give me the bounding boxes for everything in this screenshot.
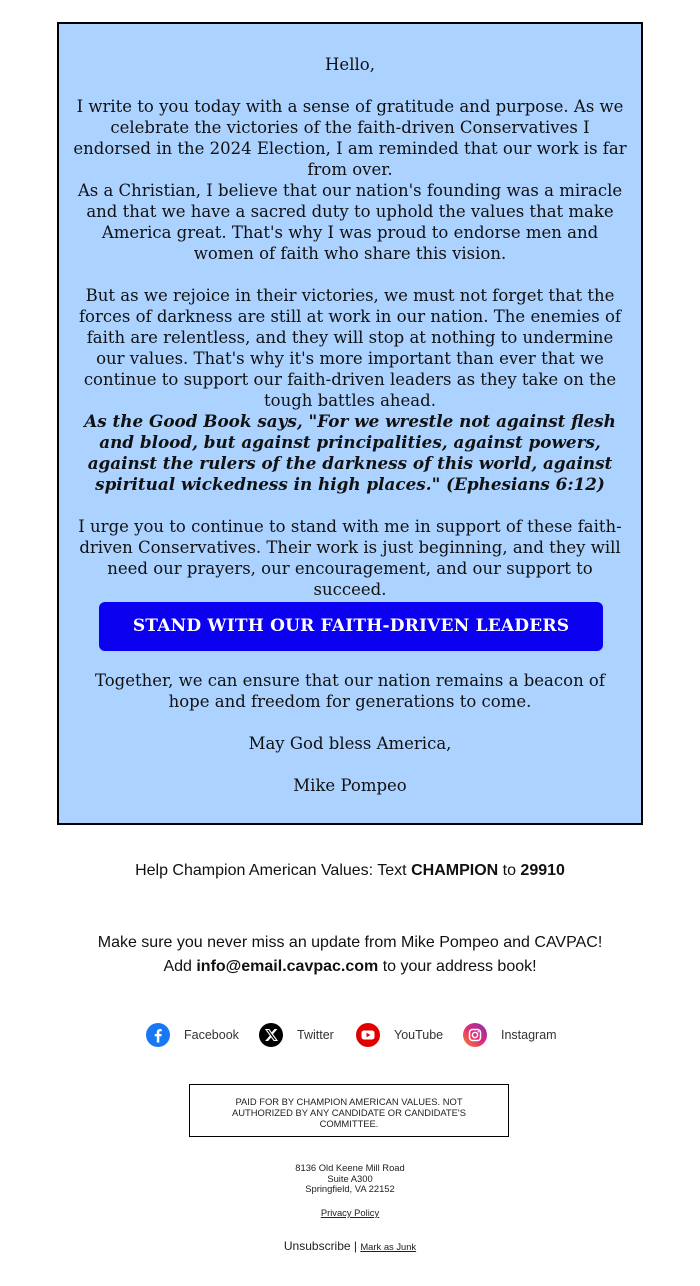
update-line: Make sure you never miss an update from Mike Pompeo and CAVPAC! (97, 934, 603, 951)
signature: Mike Pompeo (293, 776, 407, 795)
closing-line: May God bless America, (248, 734, 452, 753)
social-youtube[interactable]: YouTube (356, 1022, 443, 1048)
unsubscribe-row (0, 1239, 700, 1254)
address-line-2: Suite A300 (327, 1172, 373, 1184)
greeting: Hello, (325, 55, 375, 74)
paid-for-disclaimer: PAID FOR BY CHAMPION AMERICAN VALUES. NOT AUTHORIZED BY ANY CANDIDATE OR CANDIDATE'S COMMITTEE. (189, 1084, 509, 1137)
paragraph-faith: As a Christian, I believe that our nation's founding was a miracle and that we have a sacred duty to uphold the values that make America great. That's why I was proud to endorse men and women of faith who share this vision. (77, 181, 623, 263)
mark-as-junk-link[interactable]: Mark as Junk (360, 1241, 417, 1252)
text-to-join-line: Help Champion American Values: Text CHAMPION to 29910 (135, 862, 565, 879)
x-twitter-icon (259, 1023, 283, 1047)
privacy-policy-link[interactable]: Privacy Policy (320, 1207, 380, 1218)
text-number: 29910 (520, 862, 565, 879)
address-line-3: Springfield, VA 22152 (305, 1183, 395, 1194)
contact-email: info@email.cavpac.com (196, 958, 379, 975)
paragraph-intro: I write to you today with a sense of gratitude and purpose. As we celebrate the victories of the faith-driven Conservatives I endorsed in the 2024 Election, I am reminded that our work is far from over. (73, 97, 627, 179)
mailing-address (0, 1163, 700, 1195)
social-twitter[interactable]: Twitter (259, 1022, 334, 1048)
stand-with-leaders-button[interactable]: STAND WITH OUR FAITH-DRIVEN LEADERS (99, 602, 603, 651)
text-keyword: CHAMPION (411, 862, 499, 879)
paragraph-together: Together, we can ensure that our nation remains a beacon of hope and freedom for generations to come. (95, 671, 605, 711)
address-line-1: 8136 Old Keene Mill Road (295, 1162, 405, 1173)
instagram-icon (463, 1023, 487, 1047)
unsubscribe-link[interactable]: Unsubscribe (283, 1239, 351, 1253)
letter-box (57, 22, 643, 825)
social-instagram[interactable]: Instagram (463, 1022, 557, 1048)
paragraph-darkness: But as we rejoice in their victories, we must not forget that the forces of darkness are still at work in our nation. The enemies of faith are relentless, and they will stop at nothing to undermine our values. That's why it's more important than ever that we continue to support our faith-driven leaders as they take on the tough battles ahead. (78, 286, 622, 410)
paragraph-urge: I urge you to continue to stand with me in support of these faith-driven Conservatives. Their work is just beginning, and they will need our prayers, our encouragement, and our support to succeed. (78, 517, 622, 599)
social-links (0, 1022, 700, 1048)
privacy-row (0, 1208, 700, 1219)
facebook-icon (146, 1023, 170, 1047)
youtube-icon (356, 1023, 380, 1047)
address-book-line: Add info@email.cavpac.com to your address book! (163, 958, 537, 975)
scripture-quote: As the Good Book says, "For we wrestle not against flesh and blood, but against principalities, against powers, against the rulers of the darkness of this world, against spiritual wickedness in high places." (Ephesians 6:12) (84, 411, 616, 494)
separator: | (350, 1239, 361, 1253)
social-facebook[interactable]: Facebook (146, 1022, 239, 1048)
